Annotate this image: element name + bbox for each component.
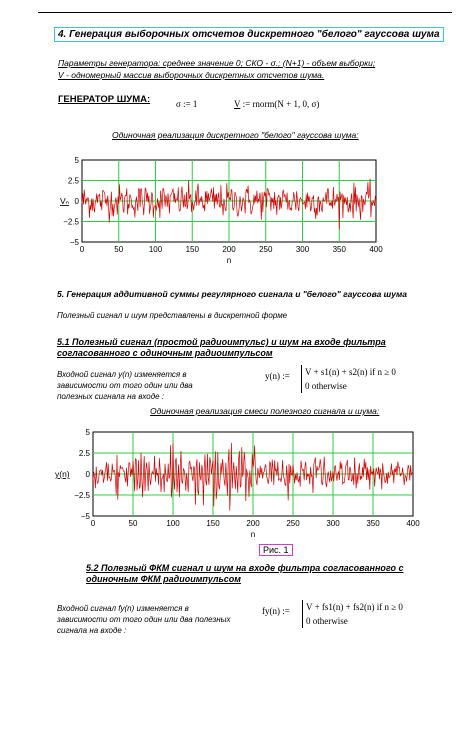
section5-subtitle: Полезный сигнал и шум представлены в дискретной форме — [57, 311, 288, 320]
y-formula-line2: 0 otherwise — [305, 381, 347, 391]
y-axis-label: y(n) — [55, 469, 70, 479]
figure-label: Рис. 1 — [259, 544, 293, 556]
x-tick-label: 50 — [128, 519, 138, 528]
y-formula-cases — [301, 365, 396, 393]
noise-chart — [50, 150, 390, 275]
x-tick-label: 0 — [79, 245, 85, 254]
x-tick-label: 250 — [259, 245, 273, 254]
x-tick-label: 400 — [369, 245, 383, 254]
y-formula-lhs: y(n) := — [265, 371, 290, 381]
x-tick-label: 400 — [406, 519, 420, 528]
section51-title: 5.1 Полезный сигнал (простой радиоимпульс) и шум на входе фильтра согласованного с одиночным радиоимпульсом — [57, 337, 386, 358]
top-rule — [38, 12, 452, 13]
fy-formula-lhs: fy(n) := — [262, 606, 290, 616]
x-tick-label: 100 — [166, 519, 180, 528]
fy-formula-line2: 0 otherwise — [306, 616, 348, 626]
x-tick-label: 250 — [286, 519, 300, 528]
x-tick-label: 350 — [366, 519, 380, 528]
x-tick-label: 200 — [222, 245, 236, 254]
x-tick-label: 100 — [148, 245, 163, 254]
y-tick-label: 5 — [85, 428, 90, 437]
chart1-caption: Одиночная реализация дискретного "белого" гауссова шума: — [112, 130, 359, 140]
y-tick-label: −5 — [80, 512, 90, 521]
x-tick-label: 300 — [295, 245, 310, 254]
section52-title: 5.2 Полезный ФКМ сигнал и шум на входе фильтра согласованного с одиночным ФКМ радиоимпульсом — [86, 563, 404, 584]
x-tick-label: 150 — [185, 245, 199, 254]
section4-title: 4. Генерация выборочных отсчетов дискретного "белого" гауссова шума — [54, 27, 444, 42]
params-line1: Параметры генератора: среднее значение 0; СКО - σ.; (N+1) - объем выборки; — [58, 58, 376, 68]
fy-formula-cases — [302, 600, 403, 628]
y-tick-label: 2.5 — [78, 449, 90, 458]
section51-input-text: Входной сигнал y(n) изменяется в зависимости от того один или два полезных сигнала на входе : — [57, 370, 193, 401]
v-formula — [234, 99, 319, 109]
generator-label: ГЕНЕРАТОР ШУМА: — [58, 94, 151, 105]
v-lhs: V — [234, 99, 241, 109]
y-tick-label: 0 — [85, 470, 90, 479]
y-tick-label: 0 — [74, 197, 79, 206]
fy-formula-line1: V + fs1(n) + fs2(n) if n ≥ 0 — [306, 602, 403, 612]
x-tick-label: 50 — [114, 245, 124, 254]
v-rhs: := rnorm(N + 1, 0, σ) — [242, 99, 320, 109]
signal-noise-chart — [55, 424, 425, 544]
x-tick-label: 350 — [332, 245, 346, 254]
y-formula-line1: V + s1(n) + s2(n) if n ≥ 0 — [305, 367, 396, 377]
section5-title: 5. Генерация аддитивной суммы регулярного сигнала и "белого" гауссова шума — [57, 289, 407, 299]
sigma-formula: σ := 1 — [176, 99, 198, 109]
y-tick-label: 5 — [74, 156, 79, 165]
y-tick-label: −2.5 — [74, 491, 90, 500]
chart2-caption: Одиночная реализация смеси полезного сигнала и шума: — [150, 406, 380, 416]
generator-params — [58, 57, 375, 81]
x-axis-label: n — [226, 256, 232, 265]
section52-input-text: Входной сигнал fy(n) изменяется в зависимости от того один или два полезных сигнала на входе : — [57, 604, 231, 635]
params-line2: V - одномерный массив выборочных дискретных отсчетов шума. — [58, 70, 325, 80]
y-tick-label: −5 — [69, 238, 79, 247]
y-axis-label: Vₙ — [60, 196, 70, 206]
y-tick-label: −2.5 — [63, 217, 79, 227]
x-axis-label: n — [250, 530, 256, 539]
x-tick-label: 0 — [90, 519, 96, 528]
x-tick-label: 300 — [326, 519, 340, 528]
x-tick-label: 150 — [206, 519, 220, 528]
x-tick-label: 200 — [246, 519, 260, 528]
y-tick-label: 2.5 — [67, 176, 79, 186]
